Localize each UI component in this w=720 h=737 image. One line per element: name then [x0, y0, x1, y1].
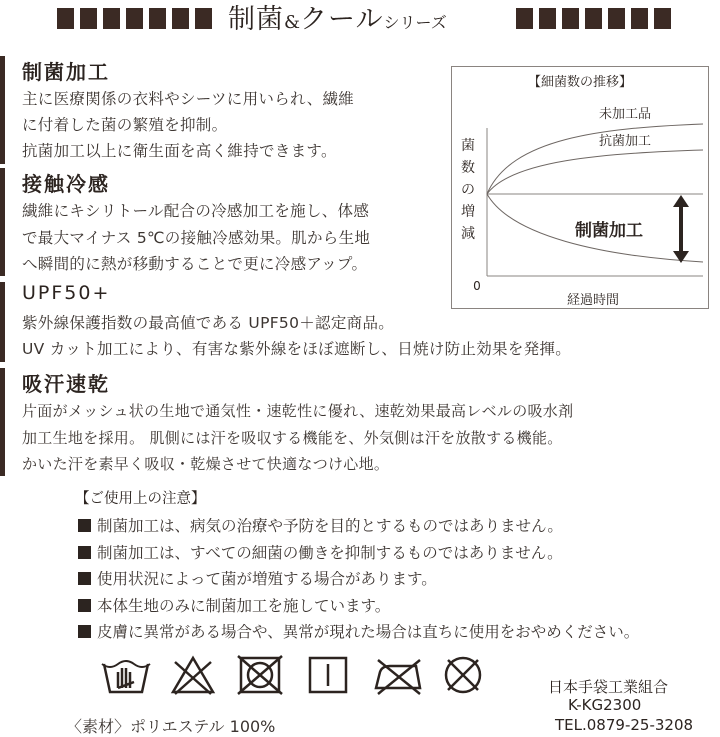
header-block	[57, 8, 74, 29]
no-iron-icon	[370, 654, 426, 696]
note-item	[78, 620, 639, 642]
section-text: で最大マイナス 5℃の接触冷感効果。肌から生地	[22, 229, 371, 247]
note-item	[78, 567, 437, 589]
line-dry-icon	[306, 654, 350, 696]
section-title: 吸汗速乾	[22, 372, 110, 396]
chart-svg	[451, 66, 709, 309]
bullet-square-icon	[78, 519, 91, 532]
bullet-square-icon	[78, 572, 91, 585]
y-axis-label-char: 菌	[461, 138, 475, 154]
no-bleach-icon	[169, 654, 217, 696]
note-item	[78, 541, 563, 563]
section-title: 制菌加工	[22, 60, 110, 84]
title-amp: &	[284, 12, 301, 33]
section-text: 主に医療関係の衣料やシーツに用いられ、繊維	[22, 90, 355, 108]
section-bar	[0, 56, 5, 164]
note-text: 使用状況によって菌が増殖する場合があります。	[97, 570, 437, 588]
note-item	[78, 514, 563, 536]
y-axis-label-char: 数	[461, 160, 475, 176]
section-bar	[0, 282, 5, 362]
hand-wash-icon	[100, 654, 152, 696]
section-text: かいた汗を素早く吸収・乾燥させて快適なつけ心地。	[22, 455, 390, 473]
header-block	[195, 8, 212, 29]
header-block	[562, 8, 579, 29]
bullet-square-icon	[78, 546, 91, 559]
section-bar	[0, 168, 5, 276]
header-block	[172, 8, 189, 29]
header-block	[516, 8, 533, 29]
header-block	[103, 8, 120, 29]
association-tel: TEL.0879-25-3208	[555, 716, 694, 734]
section-text: 繊維にキシリトール配合の冷感加工を施し、体感	[22, 202, 370, 220]
title-cool: クール	[300, 4, 384, 35]
association-name: 日本手袋工業組合	[548, 678, 669, 696]
y-axis-label-char: の	[461, 182, 475, 198]
header-block	[654, 8, 671, 29]
series-label-antibacterial: 抗菌加工	[599, 134, 652, 149]
section-title: UPF50+	[22, 282, 111, 304]
header-block	[539, 8, 556, 29]
y-axis-label-char: 減	[461, 226, 475, 242]
bullet-square-icon	[78, 599, 91, 612]
association-code: K-KG2300	[568, 696, 642, 714]
chart-title: 【細菌数の推移】	[527, 75, 633, 90]
annotation-label: 制菌加工	[575, 221, 643, 241]
section-title: 接触冷感	[22, 172, 110, 196]
note-text: 制菌加工は、病気の治療や予防を目的とするものではありません。	[97, 517, 563, 535]
header-block	[126, 8, 143, 29]
x-axis-label: 経過時間	[566, 293, 620, 308]
section-bar	[0, 368, 5, 476]
header-block	[80, 8, 97, 29]
section-text: 加工生地を採用。 肌側には汗を吸収する機能を、外気側は汗を放散する機能。	[22, 429, 563, 447]
section-text: へ瞬間的に熱が移動することで更に冷感アップ。	[22, 255, 368, 273]
header	[0, 0, 720, 40]
section-text: に付着した菌の繁殖を抑制。	[22, 116, 228, 134]
notes-title: 【ご使用上の注意】	[75, 491, 206, 507]
page-title	[228, 0, 447, 40]
header-block	[608, 8, 625, 29]
series-label-untreated: 未加工品	[599, 107, 652, 122]
title-main: 制菌	[228, 4, 284, 35]
bullet-square-icon	[78, 625, 91, 638]
bacteria-chart	[451, 66, 709, 309]
material-label: 〈素材〉ポリエステル 100%	[66, 717, 276, 736]
note-item	[78, 594, 390, 616]
y-axis-label-char: 増	[461, 204, 475, 220]
chart-ylabel	[461, 138, 475, 242]
origin-label: 0	[473, 279, 481, 293]
title-series: シリーズ	[383, 13, 447, 32]
section-text: 紫外線保護指数の最高値である UPF50＋認定商品。	[22, 314, 395, 332]
no-dry-clean-icon	[440, 654, 486, 696]
note-text: 制菌加工は、すべての細菌の働きを抑制するものではありません。	[97, 544, 563, 562]
header-block	[631, 8, 648, 29]
section-text: UV カット加工により、有害な紫外線をほぼ遮断し、日焼け防止効果を発揮。	[22, 340, 572, 358]
section-text: 抗菌加工以上に衛生面を高く維持できます。	[22, 142, 337, 160]
header-block	[585, 8, 602, 29]
note-text: 本体生地のみに制菌加工を施しています。	[97, 597, 391, 615]
no-tumble-dry-icon	[235, 654, 285, 696]
header-block	[149, 8, 166, 29]
section-text: 片面がメッシュ状の生地で通気性・速乾性に優れ、速乾効果最高レベルの吸水剤	[22, 402, 574, 420]
note-text: 皮膚に異常がある場合や、異常が現れた場合は直ちに使用をおやめください。	[97, 623, 640, 641]
